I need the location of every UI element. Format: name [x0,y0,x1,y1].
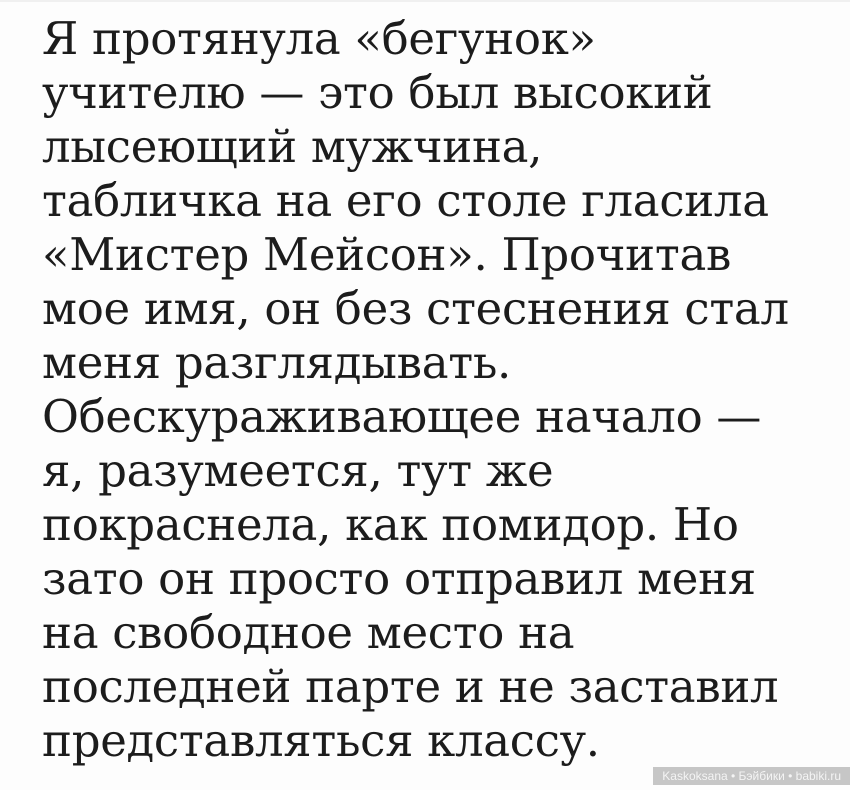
text-line: Обескураживающее начало — [42,390,762,443]
text-line: последней парте и не заставил [42,660,779,713]
text-line: мое имя, он без стеснения стал [42,282,789,335]
text-line: учителю — это был высокий [42,66,713,119]
text-line: на свободное место на [42,606,575,659]
text-line: меня разглядывать. [42,336,512,389]
text-line: покраснела, как помидор. Но [42,498,739,551]
text-line: представляться классу. [42,714,600,767]
text-line: лысеющий мужчина, [42,120,543,173]
text-line: зато он просто отправил меня [42,552,756,605]
watermark-badge: Kaskoksana • Бэйбики • babiki.ru [653,767,850,785]
text-line: Я протянула «бегунок» [42,12,596,65]
text-line: я, разумеется, тут же [42,444,554,497]
text-line: табличка на его столе гласила [42,174,769,227]
story-text [42,12,830,768]
text-line: «Мистер Мейсон». Прочитав [42,228,732,281]
top-edge-line [0,0,850,2]
